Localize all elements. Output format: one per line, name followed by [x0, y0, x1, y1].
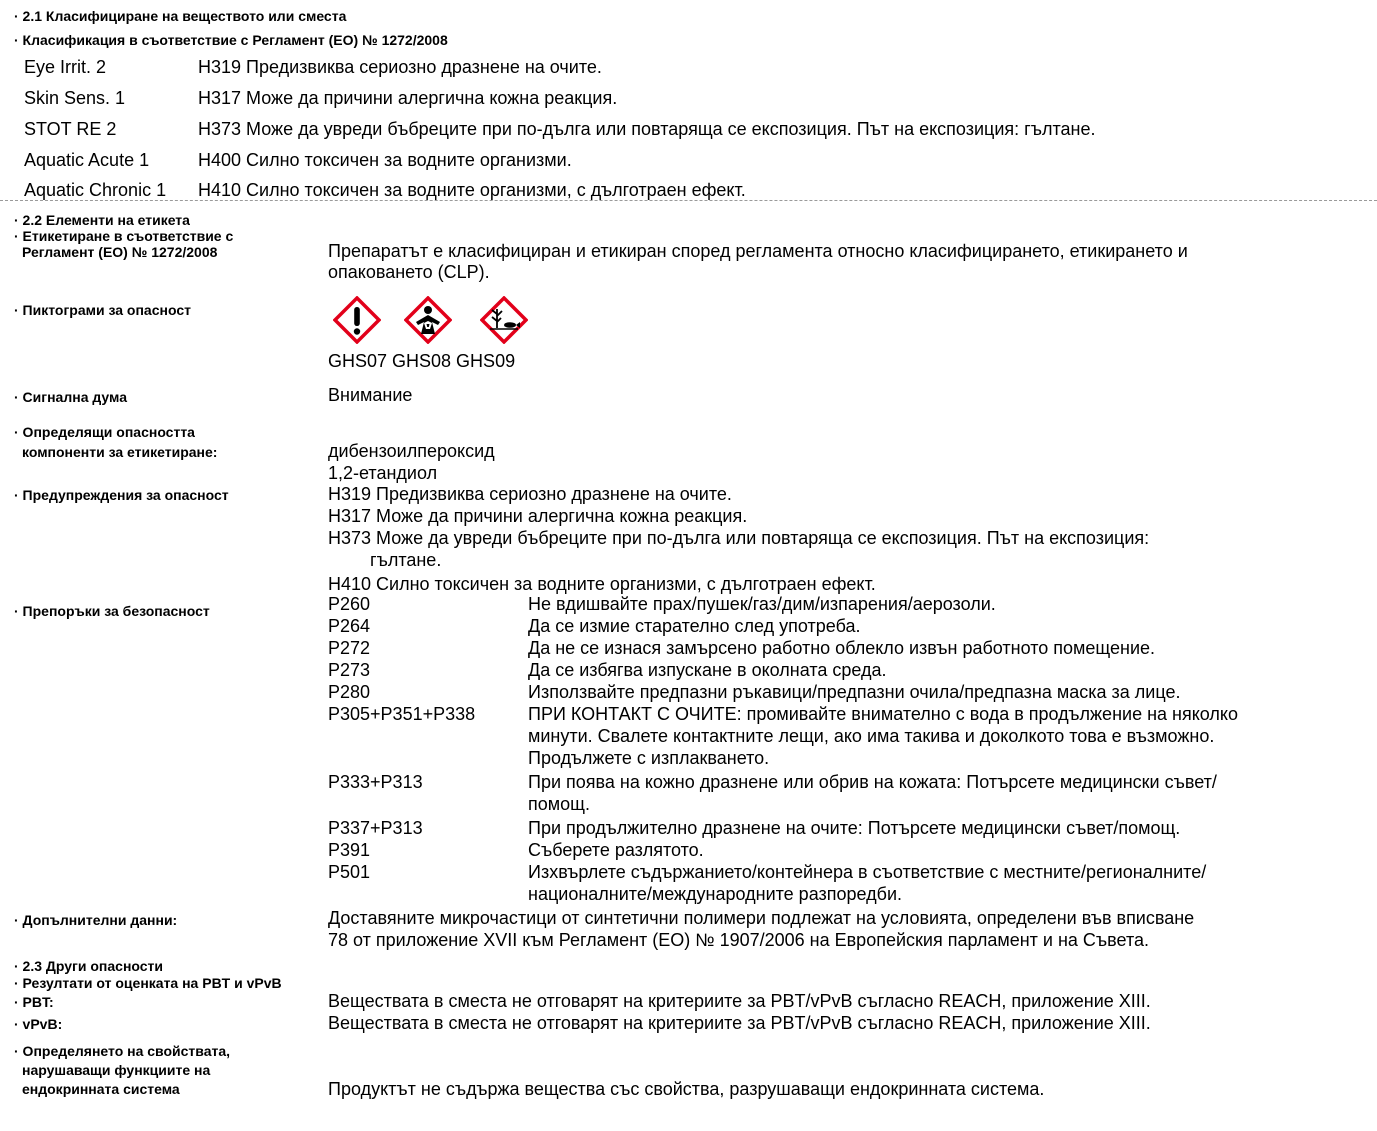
hazard-statement: гълтане. — [370, 550, 442, 570]
component-item: 1,2-етандиол — [328, 463, 438, 483]
precaution-code: P272 — [328, 638, 371, 658]
class-code: Aquatic Chronic 1 — [24, 180, 167, 200]
pbt-label: · PBT: — [14, 994, 54, 1010]
labelling-label: · Етикетиране в съответствие с — [14, 228, 234, 244]
precaution-code: P260 — [328, 594, 371, 614]
precaution-code: P305+P351+P338 — [328, 704, 476, 724]
additional-info-label: · Допълнителни данни: — [14, 912, 178, 928]
additional-info-text: 78 от приложение XVII към Регламент (ЕО) № 1907/2006 на Европейския парламент и на Съвета. — [328, 930, 1150, 950]
class-code: Skin Sens. 1 — [24, 88, 126, 108]
precaution-text: националните/международните разпоредби. — [528, 884, 903, 904]
precaution-text: Да не се изнася замърсено работно облекло извън работното помещение. — [528, 638, 1156, 658]
hazard-statement: H373 Може да увреди бъбреците при по-дълга или повтаряща се експозиция. Път на експозиция: — [328, 528, 1150, 548]
precautionary-statements-label: · Препоръки за безопасност — [14, 603, 210, 619]
pbt-heading: · Резултати от оценката на PBT и vPvB — [14, 975, 282, 991]
precaution-text: Съберете разлятото. — [528, 840, 704, 860]
precaution-code: P501 — [328, 862, 371, 882]
labelling-text: опаковането (CLP). — [328, 262, 490, 282]
precaution-text: Не вдишвайте прах/пушек/газ/дим/изпарения/аерозоли. — [528, 594, 996, 614]
component-item: дибензоилпероксид — [328, 441, 495, 461]
precaution-text: При поява на кожно дразнене или обрив на кожата: Потърсете медицински съвет/ — [528, 772, 1217, 792]
precaution-text: ПРИ КОНТАКТ С ОЧИТЕ: промивайте внимателно с вода в продължение на няколко — [528, 704, 1238, 724]
precaution-text: При продължително дразнене на очите: Потърсете медицински съвет/помощ. — [528, 818, 1181, 838]
class-statement: H400 Силно токсичен за водните организми. — [198, 150, 572, 170]
precaution-code: P264 — [328, 616, 371, 636]
hazard-statement: H410 Силно токсичен за водните организми, с дълготраен ефект. — [328, 574, 876, 594]
class-statement: H373 Може да увреди бъбреците при по-дълга или повтаряща се експозиция. Път на експозиция: гълтане. — [198, 119, 1096, 139]
class-code: Eye Irrit. 2 — [24, 57, 107, 77]
classification-subheading: · Класификация в съответствие с Регламент (ЕО) № 1272/2008 — [14, 32, 448, 48]
components-label: компоненти за етикетиране: — [22, 444, 218, 460]
precaution-text: Продължете с изплакването. — [528, 748, 770, 768]
precaution-code: P333+P313 — [328, 772, 423, 792]
components-label: · Определящи опасността — [14, 424, 195, 440]
pictograms-label: · Пиктограми за опасност — [14, 302, 191, 318]
endocrine-label: · Определянето на свойствата, — [14, 1043, 231, 1059]
precaution-text: минути. Свалете контактните лещи, ако има такива и доколкото това е възможно. — [528, 726, 1215, 746]
endocrine-label: нарушаващи функциите на — [22, 1062, 211, 1078]
precaution-code: P337+P313 — [328, 818, 423, 838]
section-divider — [0, 200, 1377, 201]
environment-icon — [480, 296, 528, 344]
pictogram-captions: GHS07 GHS08 GHS09 — [328, 351, 516, 371]
pbt-text: Веществата в сместа не отговарят на критериите за PBT/vPvB съгласно REACH, приложение XIII. — [328, 991, 1151, 1011]
class-statement: H317 Може да причини алергична кожна реакция. — [198, 88, 618, 108]
precaution-code: P273 — [328, 660, 371, 680]
section-2-2-heading: · 2.2 Елементи на етикета — [14, 212, 190, 228]
endocrine-label: ендокринната система — [22, 1081, 180, 1097]
precaution-code: P391 — [328, 840, 371, 860]
precaution-text: Изхвърлете съдържанието/контейнера в съответствие с местните/регионалните/ — [528, 862, 1207, 882]
precaution-code: P280 — [328, 682, 371, 702]
endocrine-text: Продуктът не съдържа вещества със свойства, разрушаващи ендокринната система. — [328, 1079, 1045, 1099]
additional-info-text: Доставяните микрочастици от синтетични полимери подлежат на условията, определени във вписване — [328, 908, 1195, 928]
signal-word: Внимание — [328, 385, 413, 405]
section-2-3-heading: · 2.3 Други опасности — [14, 958, 164, 974]
precaution-text: Да се избягва изпускане в околната среда. — [528, 660, 887, 680]
exclamation-mark-icon — [333, 296, 381, 344]
signal-word-label: · Сигнална дума — [14, 389, 127, 405]
vpvb-label: · vPvB: — [14, 1016, 63, 1032]
hazard-statements-label: · Предупреждения за опасност — [14, 487, 229, 503]
vpvb-text: Веществата в сместа не отговарят на критериите за PBT/vPvB съгласно REACH, приложение XIII. — [328, 1013, 1151, 1033]
hazard-statement: H317 Може да причини алергична кожна реакция. — [328, 506, 748, 526]
precaution-text: Да се измие старателно след употреба. — [528, 616, 861, 636]
labelling-text: Препаратът е класифициран и етикиран според регламента относно класифицирането, етикирането и — [328, 241, 1188, 261]
class-statement: H319 Предизвиква сериозно дразнене на очите. — [198, 57, 602, 77]
labelling-label: Регламент (ЕО) № 1272/2008 — [22, 244, 218, 260]
health-hazard-icon — [404, 296, 452, 344]
precaution-text: Използвайте предпазни ръкавици/предпазни очила/предпазна маска за лице. — [528, 682, 1181, 702]
section-2-1-heading: · 2.1 Класифициране на веществото или сместа — [14, 8, 347, 24]
class-statement: H410 Силно токсичен за водните организми, с дълготраен ефект. — [198, 180, 746, 200]
precaution-text: помощ. — [528, 794, 590, 814]
hazard-statement: H319 Предизвиква сериозно дразнене на очите. — [328, 484, 732, 504]
class-code: Aquatic Acute 1 — [24, 150, 150, 170]
class-code: STOT RE 2 — [24, 119, 117, 139]
